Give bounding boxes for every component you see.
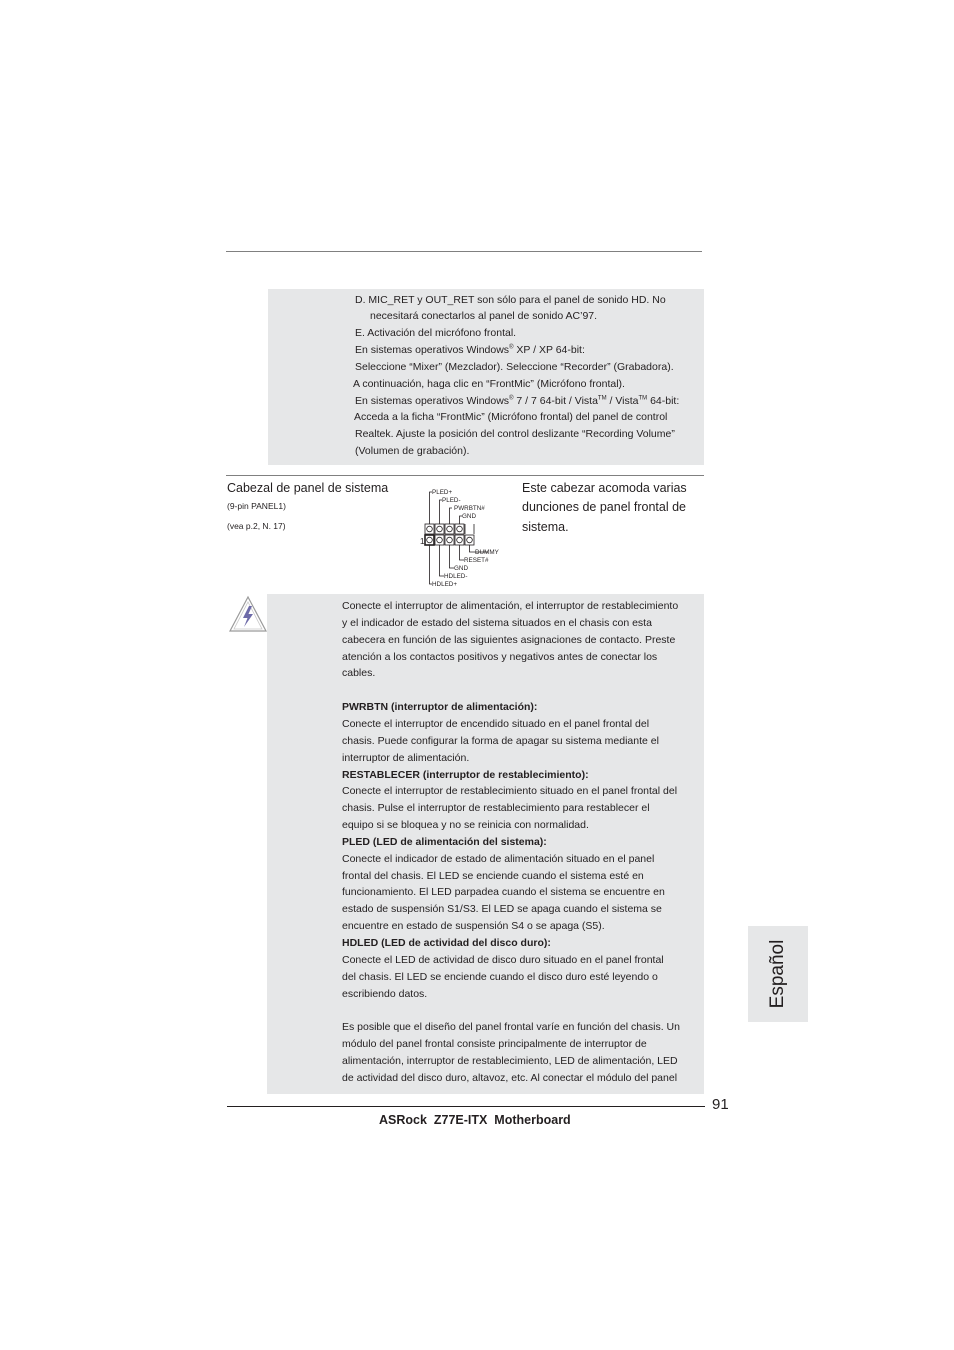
- pin-label-pwrbtn: PWRBTN#: [454, 505, 485, 512]
- header-title: Cabezal de panel de sistema: [227, 481, 389, 495]
- warning-text-line: cabecera en función de las siguientes asignaciones de contacto. Preste: [342, 633, 676, 646]
- warning-section-heading: HDLED (LED de actividad del disco duro):: [342, 937, 551, 949]
- note-xp-heading: En sistemas operativos Windows® XP / XP 64-bit:: [355, 344, 585, 356]
- warning-text-line: Conecte el interruptor de encendido situado en el panel frontal del: [342, 717, 650, 730]
- warning-text-line: Conecte el interruptor de restablecimiento situado en el panel frontal del: [342, 785, 678, 798]
- warning-text-line: cables.: [342, 667, 376, 680]
- warning-section-heading: PLED (LED de alimentación del sistema):: [342, 835, 547, 848]
- warning-text-line: escribiendo datos.: [342, 987, 428, 1000]
- language-side-tab-label: Español: [767, 939, 788, 1009]
- pin-label-gnd-bottom: GND: [454, 565, 468, 572]
- pin-label-pled-minus: PLED-: [442, 497, 461, 504]
- note-win7-heading: En sistemas operativos Windows® 7 / 7 64-bit / Vista™ / Vista™ 64-bit:: [355, 395, 680, 407]
- warning-text-line: alimentación, interruptor de restablecimiento, LED de alimentación, LED: [342, 1054, 678, 1067]
- warning-icon: [228, 595, 268, 633]
- warning-section-heading: PWRBTN (interruptor de alimentación):: [342, 701, 538, 714]
- warning-text-line: encuentre en estado de suspensión S4 o se apaga (S5).: [342, 920, 605, 933]
- page-number: 91: [712, 1096, 729, 1113]
- warning-text-line: Conecte el indicador de estado de alimentación situado en el panel: [342, 852, 655, 865]
- section-rule: [226, 475, 704, 476]
- pin-label-hdled-plus: HDLED+: [432, 581, 458, 588]
- note-xp-step2: A continuación, haga clic en “FrontMic” (Micrófono frontal).: [353, 378, 625, 390]
- header-description-2: dunciones de panel frontal de: [522, 500, 687, 514]
- header-pin-count: (9-pin PANEL1): [227, 501, 286, 511]
- note-d-line2: necesitará conectarlos al panel de sonido AC’97.: [370, 310, 598, 322]
- note-d-line1: D. MIC_RET y OUT_RET son sólo para el panel de sonido HD. No: [355, 294, 666, 306]
- warning-text-line: estado de suspensión S1/S3. El LED se apaga cuando el sistema se: [342, 903, 662, 916]
- footer-rule: [227, 1106, 705, 1107]
- note-xp-step1: Seleccione “Mixer” (Mezclador). Seleccione “Recorder” (Grabadora).: [355, 361, 674, 373]
- pin-one-marker: 1: [420, 537, 425, 546]
- warning-text-line: chasis. Puede configurar la forma de apagar su sistema mediante el: [342, 734, 659, 747]
- warning-text-line: del chasis. El LED se enciende cuando el disco duro esté leyendo o: [342, 970, 658, 983]
- warning-text-line: de actividad del disco duro, altavoz, etc. Al conectar el módulo del panel: [342, 1071, 678, 1084]
- pin-label-reset: RESET#: [464, 557, 489, 564]
- top-rule: [226, 251, 702, 252]
- warning-text-line: y el indicador de estado del sistema situados en el chasis con esta: [342, 616, 652, 629]
- note-win7-step3: (Volumen de grabación).: [355, 445, 470, 457]
- warning-text-line: atención a los contactos positivos y negativos antes de conectar los: [342, 650, 658, 663]
- header-reference: (vea p.2, N. 17): [227, 521, 286, 531]
- pin-label-hdled-minus: HDLED-: [444, 573, 468, 580]
- header-description-3: sistema.: [522, 520, 569, 534]
- warning-text-line: equipo si se bloquea y no se reinicia con normalidad.: [342, 819, 589, 832]
- warning-text-line: frontal del chasis. El LED se enciende cuando el sistema esté en: [342, 869, 644, 882]
- note-win7-step1: Acceda a la ficha “FrontMic” (Micrófono frontal) del panel de control: [354, 411, 668, 423]
- warning-text-line: interruptor de alimentación.: [342, 751, 470, 764]
- note-e-title: E. Activación del micrófono frontal.: [355, 327, 517, 339]
- warning-text-line: Conecte el interruptor de alimentación, el interruptor de restablecimiento: [342, 600, 679, 612]
- warning-text-line: Conecte el LED de actividad de disco duro situado en el panel frontal: [342, 953, 664, 966]
- pin-label-dummy: DUMMY: [475, 549, 499, 556]
- pin-label-gnd-top: GND: [462, 513, 476, 520]
- footer-product-name: ASRock Z77E-ITX Motherboard: [379, 1113, 571, 1127]
- warning-section-heading: RESTABLECER (interruptor de restablecimiento):: [342, 768, 589, 781]
- warning-text-line: Es posible que el diseño del panel frontal varíe en función del chasis. Un: [342, 1021, 680, 1034]
- warning-text-line: módulo del panel frontal consiste principalmente de interruptor de: [342, 1038, 647, 1051]
- pin-label-pled-plus: PLED+: [432, 489, 453, 496]
- warning-text-line: chasis. Pulse el interruptor de restablecimiento para restablecer el: [342, 802, 650, 815]
- language-side-tab: [748, 926, 808, 1022]
- panel-header-pin-diagram: [418, 484, 506, 588]
- header-description-1: Este cabezar acomoda varias: [522, 481, 687, 495]
- warning-text-line: funcionamiento. El LED parpadea cuando el sistema se encuentre en: [342, 886, 665, 899]
- note-win7-step2: Realtek. Ajuste la posición del control deslizante “Recording Volume”: [355, 428, 675, 440]
